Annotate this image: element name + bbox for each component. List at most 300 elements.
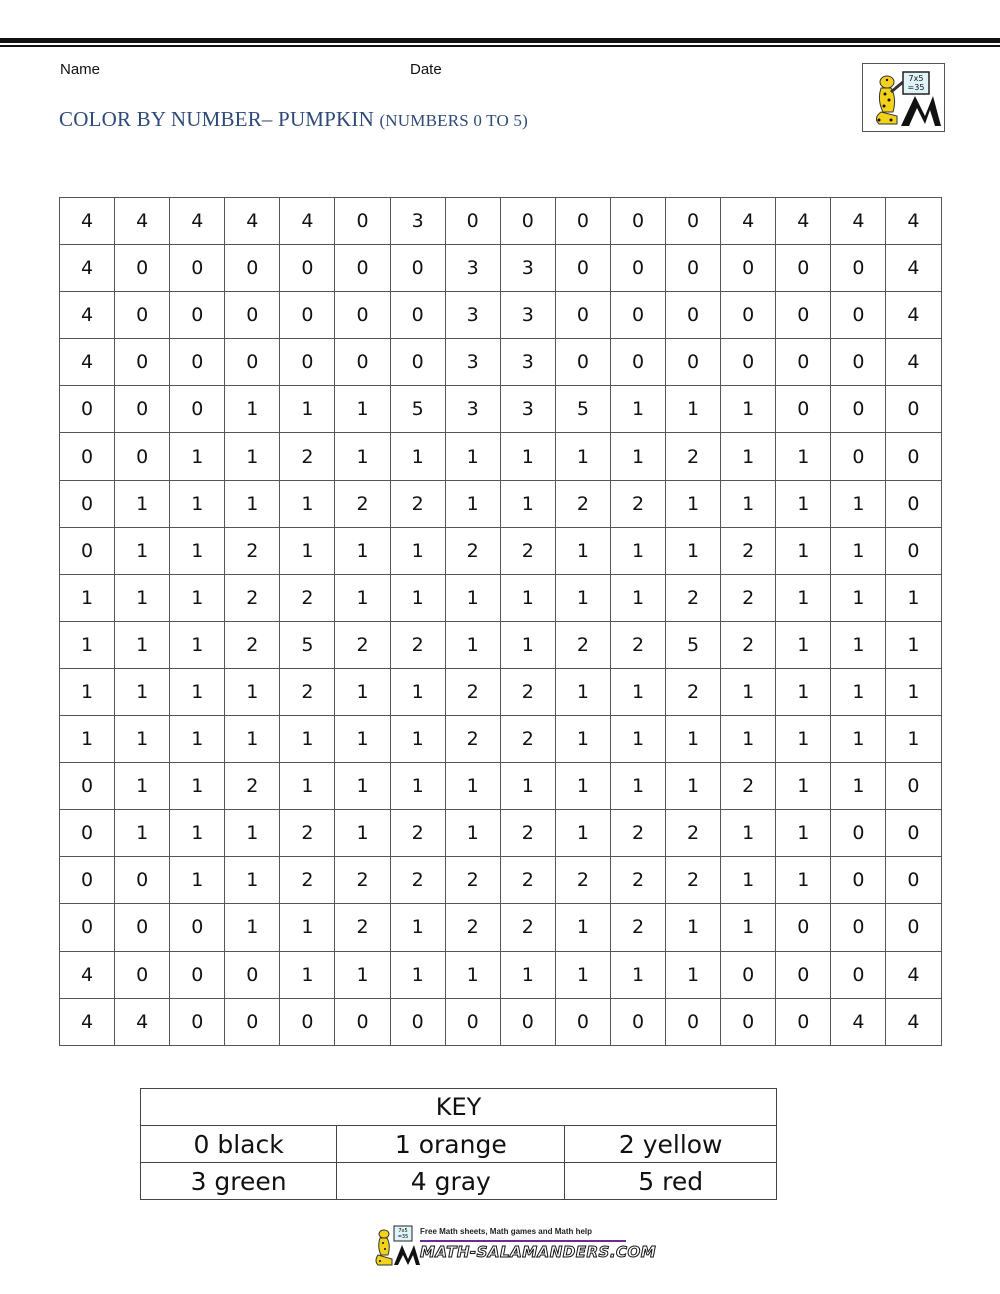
salamander-teacher-logo-icon: [867, 68, 942, 128]
grid-cell: 1: [115, 668, 170, 715]
grid-cell: 1: [115, 574, 170, 621]
grid-cell: 4: [776, 198, 831, 245]
grid-cell: 4: [721, 198, 776, 245]
grid-cell: 0: [335, 245, 390, 292]
svg-text:7x5: 7x5: [908, 74, 924, 83]
grid-cell: 0: [280, 339, 335, 386]
grid-cell: 0: [721, 951, 776, 998]
grid-cell: 0: [666, 339, 721, 386]
grid-cell: 0: [776, 386, 831, 433]
grid-cell: 3: [500, 245, 555, 292]
grid-cell: 0: [445, 198, 500, 245]
grid-row: [60, 527, 942, 574]
grid-cell: 2: [666, 668, 721, 715]
key-entry-2: 2 yellow: [565, 1126, 777, 1163]
grid-cell: 2: [666, 574, 721, 621]
footer-site-name: MATH-SALAMANDERS.COM: [420, 1243, 657, 1261]
grid-cell: 1: [170, 810, 225, 857]
grid-cell: 1: [610, 668, 665, 715]
grid-cell: 1: [776, 433, 831, 480]
grid-cell: 1: [445, 621, 500, 668]
grid-cell: 0: [60, 810, 115, 857]
grid-cell: 1: [115, 480, 170, 527]
grid-cell: 1: [555, 716, 610, 763]
grid-cell: 0: [555, 245, 610, 292]
grid-cell: 0: [721, 339, 776, 386]
grid-cell: 2: [721, 574, 776, 621]
grid-row: [60, 433, 942, 480]
grid-cell: 2: [225, 574, 280, 621]
grid-cell: 1: [721, 386, 776, 433]
grid-cell: 1: [170, 763, 225, 810]
grid-cell: 1: [886, 668, 941, 715]
grid-cell: 1: [555, 951, 610, 998]
title-sub: (NUMBERS 0 TO 5): [379, 111, 528, 130]
grid-cell: 1: [776, 668, 831, 715]
grid-cell: 2: [610, 857, 665, 904]
grid-cell: 1: [390, 904, 445, 951]
grid-cell: 4: [225, 198, 280, 245]
grid-cell: 2: [390, 480, 445, 527]
grid-cell: 0: [225, 339, 280, 386]
grid-cell: 1: [280, 763, 335, 810]
grid-cell: 4: [886, 339, 941, 386]
salamander-teacher-logo-icon: [372, 1225, 420, 1267]
grid-cell: 0: [170, 245, 225, 292]
grid-cell: 1: [886, 574, 941, 621]
grid-cell: 0: [776, 245, 831, 292]
grid-cell: 0: [60, 480, 115, 527]
svg-text:=35: =35: [397, 1234, 409, 1240]
grid-cell: 0: [831, 904, 886, 951]
grid-cell: 0: [170, 904, 225, 951]
grid-row: [60, 668, 942, 715]
grid-cell: 0: [115, 951, 170, 998]
grid-cell: 1: [280, 904, 335, 951]
grid-cell: 5: [390, 386, 445, 433]
grid-cell: 0: [225, 292, 280, 339]
grid-cell: 0: [666, 198, 721, 245]
grid-cell: 1: [831, 574, 886, 621]
grid-cell: 1: [170, 574, 225, 621]
grid-cell: 2: [445, 857, 500, 904]
grid-cell: 2: [721, 527, 776, 574]
grid-cell: 1: [721, 668, 776, 715]
grid-cell: 1: [776, 480, 831, 527]
grid-row: [60, 857, 942, 904]
grid-cell: 1: [886, 621, 941, 668]
grid-cell: 1: [225, 386, 280, 433]
grid-cell: 0: [280, 998, 335, 1045]
grid-cell: 3: [445, 292, 500, 339]
grid-cell: 1: [610, 951, 665, 998]
grid-cell: 1: [555, 668, 610, 715]
grid-cell: 2: [666, 810, 721, 857]
grid-row: [60, 574, 942, 621]
grid-cell: 1: [60, 621, 115, 668]
grid-cell: 4: [280, 198, 335, 245]
grid-cell: 2: [721, 763, 776, 810]
grid-cell: 1: [555, 810, 610, 857]
grid-cell: 1: [280, 386, 335, 433]
grid-cell: 0: [335, 292, 390, 339]
grid-cell: 0: [225, 951, 280, 998]
grid-cell: 2: [335, 480, 390, 527]
grid-cell: 1: [390, 763, 445, 810]
grid-cell: 5: [666, 621, 721, 668]
svg-text:=35: =35: [907, 83, 925, 92]
grid-cell: 1: [115, 763, 170, 810]
grid-cell: 1: [831, 763, 886, 810]
grid-cell: 0: [390, 292, 445, 339]
grid-cell: 1: [445, 480, 500, 527]
grid-cell: 1: [555, 527, 610, 574]
grid-cell: 0: [170, 339, 225, 386]
grid-cell: 0: [776, 998, 831, 1045]
grid-cell: 2: [225, 763, 280, 810]
grid-cell: 1: [335, 574, 390, 621]
grid-cell: 1: [721, 857, 776, 904]
grid-cell: 0: [335, 998, 390, 1045]
grid-cell: 4: [831, 998, 886, 1045]
grid-cell: 1: [555, 433, 610, 480]
grid-cell: 1: [335, 527, 390, 574]
grid-cell: 2: [610, 904, 665, 951]
grid-cell: 4: [886, 245, 941, 292]
grid-cell: 0: [115, 386, 170, 433]
grid-cell: 1: [776, 810, 831, 857]
grid-cell: 0: [776, 292, 831, 339]
grid-cell: 2: [500, 668, 555, 715]
grid-cell: 2: [225, 527, 280, 574]
grid-cell: 1: [225, 904, 280, 951]
footer-divider: [420, 1240, 626, 1242]
footer-tagline: Free Math sheets, Math games and Math help: [420, 1227, 593, 1236]
grid-cell: 2: [280, 574, 335, 621]
grid-cell: 1: [115, 527, 170, 574]
grid-cell: 4: [170, 198, 225, 245]
grid-cell: 0: [170, 292, 225, 339]
grid-cell: 0: [115, 339, 170, 386]
grid-cell: 0: [170, 951, 225, 998]
grid-cell: 0: [831, 810, 886, 857]
grid-cell: 0: [555, 198, 610, 245]
grid-cell: 2: [500, 716, 555, 763]
grid-cell: 0: [60, 386, 115, 433]
grid-cell: 1: [60, 574, 115, 621]
grid-row: [60, 198, 942, 245]
grid-cell: 2: [500, 527, 555, 574]
grid-cell: 0: [610, 339, 665, 386]
grid-cell: 1: [170, 527, 225, 574]
grid-cell: 1: [170, 621, 225, 668]
grid-cell: 0: [666, 998, 721, 1045]
grid-cell: 2: [500, 810, 555, 857]
grid-cell: 5: [280, 621, 335, 668]
grid-cell: 0: [555, 998, 610, 1045]
grid-cell: 4: [886, 951, 941, 998]
grid-cell: 1: [500, 433, 555, 480]
grid-cell: 1: [445, 433, 500, 480]
grid-cell: 1: [445, 951, 500, 998]
svg-text:7x5: 7x5: [398, 1228, 408, 1234]
grid-cell: 2: [610, 810, 665, 857]
grid-cell: 2: [280, 433, 335, 480]
grid-cell: 0: [666, 292, 721, 339]
grid-cell: 0: [170, 998, 225, 1045]
grid-cell: 0: [390, 339, 445, 386]
grid-cell: 1: [500, 480, 555, 527]
grid-cell: 1: [335, 386, 390, 433]
grid-cell: 2: [666, 433, 721, 480]
grid-cell: 1: [721, 433, 776, 480]
grid-cell: 1: [60, 668, 115, 715]
grid-cell: 0: [225, 998, 280, 1045]
grid-cell: 2: [390, 810, 445, 857]
grid-cell: 1: [831, 621, 886, 668]
grid-cell: 2: [280, 668, 335, 715]
grid-cell: 3: [445, 386, 500, 433]
grid-cell: 1: [666, 951, 721, 998]
grid-cell: 0: [721, 245, 776, 292]
grid-cell: 0: [721, 292, 776, 339]
grid-row: [60, 763, 942, 810]
grid-cell: 2: [445, 716, 500, 763]
grid-cell: 1: [555, 763, 610, 810]
grid-cell: 0: [776, 904, 831, 951]
grid-cell: 0: [115, 433, 170, 480]
logo: [862, 63, 945, 132]
grid-cell: 0: [60, 904, 115, 951]
grid-cell: 0: [886, 857, 941, 904]
grid-cell: 0: [555, 339, 610, 386]
grid-row: [60, 339, 942, 386]
grid-cell: 1: [170, 668, 225, 715]
grid-cell: 2: [280, 810, 335, 857]
grid-cell: 4: [60, 951, 115, 998]
key-entry-4: 4 gray: [337, 1163, 565, 1200]
grid-cell: 1: [666, 763, 721, 810]
color-by-number-grid: [59, 197, 942, 1046]
grid-cell: 0: [831, 433, 886, 480]
grid-row: [60, 386, 942, 433]
grid-cell: 1: [170, 857, 225, 904]
grid-cell: 4: [115, 998, 170, 1045]
grid-cell: 1: [666, 527, 721, 574]
grid-cell: 1: [555, 904, 610, 951]
grid-cell: 1: [776, 763, 831, 810]
grid-cell: 1: [335, 433, 390, 480]
grid-cell: 1: [170, 480, 225, 527]
grid-cell: 0: [886, 433, 941, 480]
footer-branding: [372, 1225, 657, 1270]
grid-cell: 1: [225, 810, 280, 857]
grid-cell: 0: [610, 292, 665, 339]
grid-cell: 0: [500, 998, 555, 1045]
grid-cell: 2: [445, 904, 500, 951]
grid-cell: 1: [390, 951, 445, 998]
grid-cell: 0: [60, 433, 115, 480]
grid-cell: 1: [721, 480, 776, 527]
grid-cell: 2: [500, 904, 555, 951]
grid-cell: 1: [225, 668, 280, 715]
grid-cell: 0: [831, 386, 886, 433]
grid-cell: 1: [170, 716, 225, 763]
grid-cell: 0: [280, 245, 335, 292]
grid-cell: 1: [500, 621, 555, 668]
grid-cell: 1: [500, 951, 555, 998]
grid-cell: 2: [555, 480, 610, 527]
grid-cell: 2: [500, 857, 555, 904]
grid-cell: 1: [500, 763, 555, 810]
grid-cell: 0: [335, 339, 390, 386]
grid-cell: 1: [666, 904, 721, 951]
grid-cell: 2: [445, 668, 500, 715]
grid-cell: 1: [60, 716, 115, 763]
grid-cell: 0: [886, 810, 941, 857]
top-rule-thin: [0, 45, 1000, 47]
grid-cell: 1: [666, 716, 721, 763]
grid-cell: 1: [886, 716, 941, 763]
grid-cell: 0: [610, 198, 665, 245]
grid-row: [60, 998, 942, 1045]
grid-cell: 0: [60, 527, 115, 574]
grid-cell: 1: [831, 668, 886, 715]
date-label: Date: [410, 61, 442, 78]
grid-cell: 1: [721, 904, 776, 951]
grid-cell: 1: [335, 716, 390, 763]
grid-cell: 1: [115, 810, 170, 857]
key-entry-0: 0 black: [141, 1126, 337, 1163]
grid-cell: 1: [831, 480, 886, 527]
name-label: Name: [60, 61, 101, 78]
grid-cell: 0: [886, 527, 941, 574]
grid-cell: 0: [60, 763, 115, 810]
grid-cell: 5: [555, 386, 610, 433]
grid-cell: 1: [225, 480, 280, 527]
grid-cell: 1: [831, 716, 886, 763]
grid-cell: 0: [115, 292, 170, 339]
grid-cell: 0: [610, 245, 665, 292]
grid-cell: 1: [610, 433, 665, 480]
grid-cell: 0: [776, 951, 831, 998]
grid-cell: 1: [335, 951, 390, 998]
grid-cell: 0: [170, 386, 225, 433]
grid-cell: 0: [280, 292, 335, 339]
grid-cell: 1: [335, 810, 390, 857]
grid-cell: 2: [335, 904, 390, 951]
grid-cell: 2: [610, 480, 665, 527]
grid-cell: 2: [335, 857, 390, 904]
grid-cell: 1: [721, 810, 776, 857]
grid-cell: 4: [60, 245, 115, 292]
grid-cell: 3: [500, 386, 555, 433]
grid-cell: 1: [776, 527, 831, 574]
grid-cell: 1: [776, 857, 831, 904]
grid-cell: 2: [280, 857, 335, 904]
grid-cell: 0: [335, 198, 390, 245]
grid-cell: 1: [666, 386, 721, 433]
grid-cell: 0: [445, 998, 500, 1045]
grid-cell: 2: [445, 527, 500, 574]
grid-cell: 1: [500, 574, 555, 621]
grid-cell: 0: [115, 904, 170, 951]
grid-cell: 0: [390, 245, 445, 292]
grid-cell: 1: [280, 480, 335, 527]
grid-cell: 3: [445, 339, 500, 386]
grid-cell: 2: [610, 621, 665, 668]
grid-cell: 1: [445, 810, 500, 857]
grid-cell: 2: [390, 857, 445, 904]
grid-cell: 0: [886, 904, 941, 951]
title-main: COLOR BY NUMBER– PUMPKIN: [59, 107, 380, 131]
grid-cell: 4: [831, 198, 886, 245]
grid-cell: 4: [886, 292, 941, 339]
key-entry-1: 1 orange: [337, 1126, 565, 1163]
grid-cell: 1: [390, 574, 445, 621]
grid-cell: 0: [886, 480, 941, 527]
grid-row: [60, 480, 942, 527]
page-title: [59, 107, 528, 132]
grid-cell: 0: [390, 998, 445, 1045]
grid-cell: 0: [831, 245, 886, 292]
grid-row: [60, 904, 942, 951]
grid-cell: 4: [60, 998, 115, 1045]
grid-cell: 1: [555, 574, 610, 621]
grid-cell: 1: [776, 621, 831, 668]
grid-row: [60, 245, 942, 292]
grid-cell: 0: [831, 951, 886, 998]
grid-cell: 1: [390, 716, 445, 763]
grid-cell: 1: [225, 857, 280, 904]
grid-cell: 4: [886, 998, 941, 1045]
grid-cell: 0: [776, 339, 831, 386]
grid-row: [60, 292, 942, 339]
grid-cell: 1: [225, 716, 280, 763]
grid-cell: 1: [776, 716, 831, 763]
grid-cell: 1: [445, 763, 500, 810]
grid-cell: 1: [335, 763, 390, 810]
grid-cell: 1: [831, 527, 886, 574]
grid-cell: 2: [555, 621, 610, 668]
grid-cell: 0: [886, 386, 941, 433]
grid-cell: 0: [666, 245, 721, 292]
grid-cell: 1: [390, 433, 445, 480]
grid-cell: 1: [115, 716, 170, 763]
grid-cell: 2: [555, 857, 610, 904]
grid-row: [60, 716, 942, 763]
key-entry-3: 3 green: [141, 1163, 337, 1200]
grid-cell: 1: [610, 716, 665, 763]
grid-cell: 1: [610, 763, 665, 810]
grid-cell: 4: [60, 339, 115, 386]
grid-cell: 1: [445, 574, 500, 621]
grid-cell: 0: [115, 245, 170, 292]
grid-cell: 0: [500, 198, 555, 245]
grid-cell: 0: [721, 998, 776, 1045]
grid-cell: 3: [445, 245, 500, 292]
grid-cell: 1: [280, 716, 335, 763]
grid-cell: 1: [280, 527, 335, 574]
grid-cell: 2: [390, 621, 445, 668]
grid-cell: 2: [335, 621, 390, 668]
grid-cell: 0: [115, 857, 170, 904]
grid-cell: 2: [721, 621, 776, 668]
grid-cell: 0: [610, 998, 665, 1045]
key-title: KEY: [141, 1089, 777, 1126]
grid-cell: 1: [776, 574, 831, 621]
grid-cell: 3: [390, 198, 445, 245]
